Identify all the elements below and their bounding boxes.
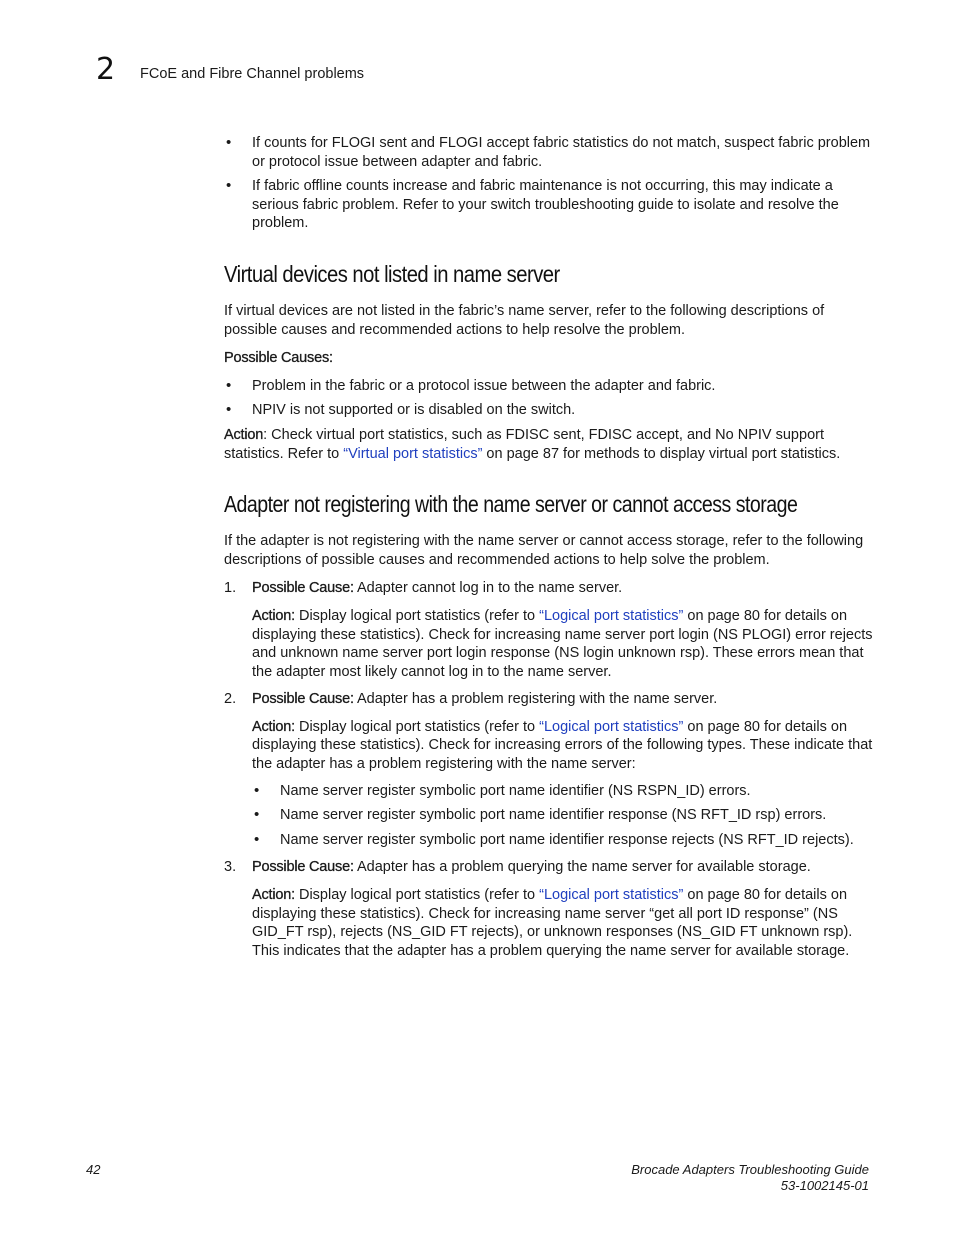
action-label: Action: <box>252 887 295 904</box>
cause-text: Adapter has a problem registering with the name server. <box>353 691 718 708</box>
action-text: on page 80 for details on displaying these statistics). Check for increasing name server port login (NS PLOGI) error rejects and unknown name server port login response (NS login unknown rsp). These errors mean that the adapter most likely cannot log in to the name server. <box>252 607 873 680</box>
cause-label: Possible Cause: <box>252 691 354 708</box>
action-text: Display logical port statistics (refer to <box>294 718 540 735</box>
action-text: on page 87 for methods to display virtual port statistics. <box>482 445 841 462</box>
action-text: : Check virtual port statistics, such as FDISC sent, FDISC accept, and No NPIV support statistics. Refer to <box>224 426 824 462</box>
action <box>252 886 874 960</box>
chapter-number: 2 <box>96 52 116 87</box>
action <box>252 718 874 774</box>
list-item: • Name server register symbolic port name identifier (NS RSPN_ID) errors. <box>252 782 874 801</box>
list-item <box>224 579 874 681</box>
possible-cause <box>252 858 874 877</box>
action-text: on page 80 for details on displaying these statistics). Check for increasing errors of the following types. These indicate that the adapter has a problem registering with the name server: <box>252 718 873 773</box>
footer-doc-info <box>631 1162 869 1194</box>
cause-text: Adapter has a problem querying the name server for available storage. <box>353 859 811 876</box>
cause-text: Adapter cannot log in to the name server. <box>353 580 623 597</box>
error-types-list <box>252 782 874 850</box>
list-item: • Name server register symbolic port name identifier response (NS RFT_ID rsp) errors. <box>252 806 874 825</box>
list-item <box>224 690 874 849</box>
logical-port-statistics-link[interactable]: “Logical port statistics” <box>539 887 684 904</box>
section1-action <box>224 426 874 463</box>
page-number: 42 <box>86 1162 101 1177</box>
virtual-port-statistics-link[interactable]: “Virtual port statistics” <box>343 445 483 462</box>
section-heading-adapter-not-registering: Adapter not registering with the name server or cannot access storage <box>224 491 798 518</box>
cause-label: Possible Cause: <box>252 859 354 876</box>
action-label: Action <box>224 426 264 443</box>
causes-list <box>224 377 874 420</box>
logical-port-statistics-link[interactable]: “Logical port statistics” <box>539 718 684 735</box>
guide-title: Brocade Adapters Troubleshooting Guide <box>631 1162 869 1177</box>
doc-number: 53-1002145-01 <box>780 1178 869 1193</box>
possible-causes-label <box>224 349 874 368</box>
possible-cause <box>252 690 874 709</box>
cause-label: Possible Cause: <box>252 580 354 597</box>
item-number: 3. <box>224 859 237 876</box>
logical-port-statistics-link[interactable]: “Logical port statistics” <box>539 607 684 624</box>
page-content <box>224 134 874 969</box>
intro-bullet-list <box>224 134 874 233</box>
cause-action-list <box>224 579 874 960</box>
action-text: Display logical port statistics (refer to <box>294 607 540 624</box>
list-item: • NPIV is not supported or is disabled on the switch. <box>224 401 874 420</box>
action-text: Display logical port statistics (refer to <box>294 887 540 904</box>
action-label: Action: <box>252 607 295 624</box>
section-heading-virtual-devices: Virtual devices not listed in name server <box>224 260 560 287</box>
item-number: 1. <box>224 580 237 597</box>
action-text: on page 80 for details on displaying these statistics). Check for increasing name server “get all port ID response” (NS GID_FT rsp), rejects (NS_GID FT rejects), or unknown responses (NS_GID FT unknown rsp). This indicates that the adapter has a problem querying the name server for available storage. <box>252 887 853 959</box>
section2-intro: If the adapter is not registering with the name server or cannot access storage, refer to the following descriptions of possible causes and recommended actions to help solve the problem. <box>224 533 864 568</box>
item-number: 2. <box>224 691 237 708</box>
action-label: Action: <box>252 718 295 735</box>
possible-cause <box>252 579 874 598</box>
list-item <box>224 858 874 960</box>
list-item: • If counts for FLOGI sent and FLOGI accept fabric statistics do not match, suspect fabric problem or protocol issue between adapter and fabric. <box>224 134 874 171</box>
list-item: • If fabric offline counts increase and fabric maintenance is not occurring, this may indicate a serious fabric problem. Refer to your switch troubleshooting guide to isolate and resolve the problem. <box>224 177 874 233</box>
list-item: • Problem in the fabric or a protocol issue between the adapter and fabric. <box>224 377 874 396</box>
list-item: • Name server register symbolic port name identifier response rejects (NS RFT_ID rejects). <box>252 831 874 850</box>
chapter-title: FCoE and Fibre Channel problems <box>140 66 365 82</box>
section1-intro: If virtual devices are not listed in the fabric’s name server, refer to the following descriptions of possible causes and recommended actions to help resolve the problem. <box>224 302 825 338</box>
causes-label: Possible Causes: <box>224 350 333 367</box>
action <box>252 607 874 681</box>
